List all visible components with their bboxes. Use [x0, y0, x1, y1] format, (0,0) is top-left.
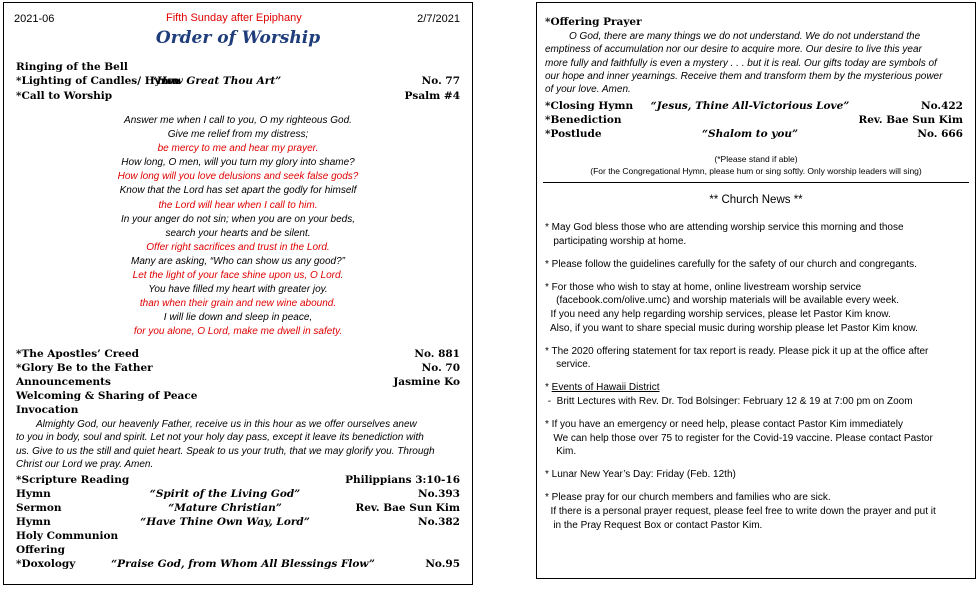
psalm-line: You have filled my heart with greater joy.: [148, 284, 328, 296]
offering-prayer-line: emptiness of accumulation nor our desire to acquire more. Our desire to live this year: [545, 44, 922, 56]
offering-row: Offering: [16, 544, 65, 556]
news-line: * Events of Hawaii District: [545, 382, 660, 394]
order-of-worship-panel: [3, 2, 473, 585]
doxology-row: *Doxology “Praise God, from Whom All Blessings Flow” No.95: [16, 558, 460, 570]
announcements-row: Announcements Jasmine Ko: [16, 376, 460, 388]
church-news-panel: [536, 2, 976, 579]
psalm-line: Know that the Lord has set apart the godly for himself: [119, 185, 357, 197]
news-line: Kim.: [545, 446, 577, 458]
offering-prayer-line: more fully and faithfully is even a mystery . . . but it is real. Our gifts today are symbols of: [545, 57, 937, 69]
news-line: * Please pray for our church members and families who are sick.: [545, 492, 831, 504]
bulletin-code: 2021-06: [14, 13, 55, 25]
news-item: [545, 258, 969, 272]
psalm-line: be mercy to me and hear my prayer.: [157, 143, 319, 155]
section-divider: [543, 182, 969, 183]
news-line: If you need any help regarding worship services, please let Pastor Kim know.: [545, 308, 891, 320]
news-line: We can help those over 75 to register for the Covid-19 vaccine. Please contact Pastor: [545, 432, 933, 444]
hum-note: (For the Congregational Hymn, please hum or sing softly. Only worship leaders will sing): [590, 166, 922, 176]
psalm-line: Let the light of your face shine upon us, O Lord.: [132, 270, 344, 282]
psalm-line: In your anger do not sin; when you are on your beds,: [120, 213, 356, 225]
news-item: [545, 221, 969, 248]
offering-prayer-line: our hope and inner yearnings. Receive them and transform them by the mysterious power: [545, 70, 943, 82]
welcoming-row: Welcoming & Sharing of Peace: [16, 390, 198, 402]
page-title: Order of Worship: [155, 28, 321, 48]
news-item: [545, 418, 969, 459]
stand-note: (*Please stand if able): [714, 154, 798, 164]
communion-row: Holy Communion: [16, 530, 119, 542]
heading-epiphany: Fifth Sunday after Epiphany: [166, 12, 302, 24]
news-line: * The 2020 offering statement for tax report is ready. Please pick it up at the office after: [545, 345, 929, 357]
lighting-row: *Lighting of Candles/ Hymn “How Great Thou Art” No. 77: [16, 75, 460, 87]
news-line: (facebook.com/olive.umc) and worship materials will be available every week.: [545, 295, 900, 307]
psalm-text: [4, 114, 472, 340]
hymn2-row: Hymn “Have Thine Own Way, Lord” No.382: [16, 516, 460, 528]
creed-row: *The Apostles’ Creed No. 881: [16, 348, 460, 360]
benediction-row: *Benediction Rev. Bae Sun Kim: [545, 114, 963, 126]
bulletin-date: 2/7/2021: [417, 13, 460, 25]
psalm-line: the Lord will hear when I call to him.: [158, 199, 318, 211]
news-line: Also, if you want to share special music during worship please let Pastor Kim know.: [545, 322, 918, 334]
offering-prayer-title: *Offering Prayer: [545, 16, 642, 28]
church-news-list: [545, 221, 969, 542]
hymn1-row: Hymn “Spirit of the Living God” No.393: [16, 488, 460, 500]
psalm-line: How long, O men, will you turn my glory into shame?: [121, 157, 355, 169]
invocation-line: to you in body, soul and spirit. Let not your holy day pass, except it leave its benediction with: [16, 432, 424, 444]
news-item: [545, 491, 969, 532]
news-line: * Please follow the guidelines carefully for the safety of our church and congregants.: [545, 258, 917, 270]
psalm-line: for you alone, O Lord, make me dwell in safety.: [133, 326, 343, 338]
news-line: participating worship at home.: [545, 235, 687, 247]
glory-row: *Glory Be to the Father No. 70: [16, 362, 460, 374]
ringing-row: Ringing of the Bell: [16, 61, 128, 73]
news-line: If there is a personal prayer request, please feel free to write down the prayer and put it: [545, 506, 936, 517]
scripture-row: *Scripture Reading Philippians 3:10-16: [16, 474, 460, 486]
sermon-row: Sermon “Mature Christian” Rev. Bae Sun Kim: [16, 502, 460, 514]
psalm-line: Offer right sacrifices and trust in the Lord.: [146, 241, 330, 253]
invocation-text: [16, 418, 435, 471]
call-to-worship-row: *Call to Worship Psalm #4: [16, 90, 460, 102]
psalm-line: Many are asking, “Who can show us any good?”: [131, 255, 345, 267]
news-item: [545, 345, 969, 372]
invocation-line: Almighty God, our heavenly Father, receive us in this hour as we offer ourselves anew: [36, 419, 417, 430]
news-line: - Britt Lectures with Rev. Dr. Tod Bolsinger: February 12 & 19 at 7:00 pm on Zoom: [545, 395, 913, 407]
invocation-line: Christ our Lord we pray. Amen.: [16, 458, 154, 470]
closing-hymn-row: *Closing Hymn “Jesus, Thine All-Victorious Love” No.422: [545, 100, 963, 112]
news-line: * Lunar New Year’s Day: Friday (Feb. 12th): [545, 469, 736, 481]
offering-prayer-text: [545, 30, 942, 96]
church-news-title: ** Church News **: [709, 194, 803, 206]
offering-prayer-line: O God, there are many things we do not understand. We do not understand the: [569, 31, 921, 42]
psalm-line: Give me relief from my distress;: [167, 129, 309, 141]
invocation-line: us. Give to us the still and quiet heart. Speak to us your truth, that we may glorify you. Through: [16, 445, 435, 457]
news-item: [545, 381, 969, 408]
news-line: service.: [545, 359, 591, 371]
psalm-line: How long will you love delusions and seek false gods?: [117, 171, 359, 183]
psalm-line: than when their grain and new wine abound.: [139, 298, 337, 310]
postlude-row: *Postlude “Shalom to you” No. 666: [545, 128, 963, 140]
news-line: in the Pray Request Box or contact Pastor Kim.: [545, 519, 763, 531]
news-line: * May God bless those who are attending worship service this morning and those: [545, 222, 904, 233]
news-item: [545, 281, 969, 335]
psalm-line: Answer me when I call to you, O my righteous God.: [124, 115, 352, 126]
news-line: * For those who wish to stay at home, online livestream worship service: [545, 281, 862, 293]
news-line: * If you have an emergency or need help, please contact Pastor Kim immediately: [545, 419, 903, 431]
news-item: [545, 468, 969, 482]
offering-prayer-line: of your love. Amen.: [545, 84, 631, 96]
invocation-row: Invocation: [16, 404, 79, 416]
psalm-line: search your hearts and be silent.: [165, 227, 311, 239]
psalm-line: I will lie down and sleep in peace,: [163, 312, 313, 324]
